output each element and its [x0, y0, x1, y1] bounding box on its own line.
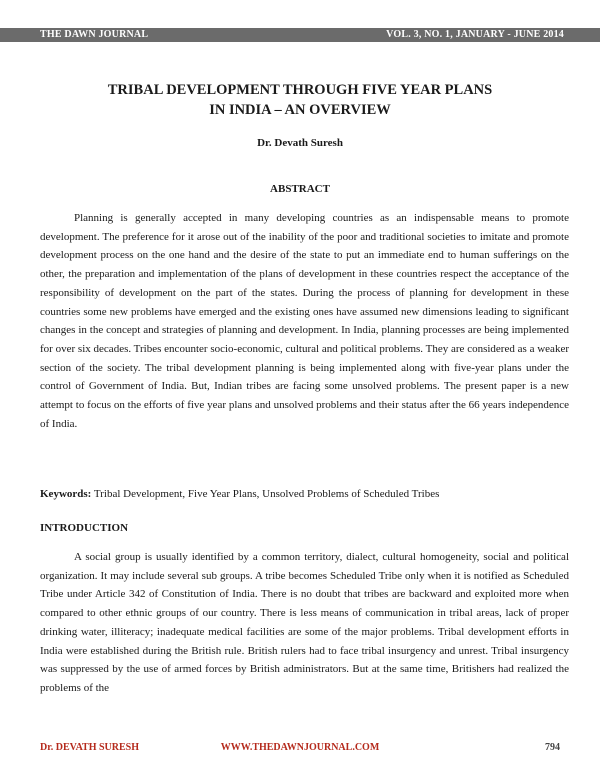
introduction-heading: INTRODUCTION [40, 522, 129, 534]
page-footer [0, 742, 600, 756]
keywords-label: Keywords: [40, 488, 92, 500]
journal-header-bar [0, 28, 600, 42]
keywords-text: Tribal Development, Five Year Plans, Unsolved Problems of Scheduled Tribes [93, 488, 440, 500]
page-number: 794 [545, 742, 560, 753]
footer-website-link[interactable]: WWW.THEDAWNJOURNAL.COM [220, 742, 380, 753]
author-name: Dr. Devath Suresh [257, 137, 343, 149]
paper-title-line-2: IN INDIA – AN OVERVIEW [209, 102, 391, 118]
keywords [40, 485, 569, 504]
abstract-body: Planning is generally accepted in many developing countries as an indispensable means to promote development. The preference for it arose out of the inability of the poor and traditional societies to imitate and promote development process on the one hand and the desire of the state to put an immediate end to human sufferings on the other, the preparation and implementation of the plans of development in these countries respect the acceptance of the responsibility of development on the part of the states. During the process of planning for development in these countries some new problems have emerged and the existing ones have assumed new dimensions leading to significant changes in the concept and strategies of planning and development. In India, planning processes are being implemented for over six decades. Tribes encounter socio-economic, cultural and political problems. They are considered as a weaker section of the society. The tribal development planning is being implemented along with five-year plans under the control of Government of India. But, Indian tribes are facing some unsolved problems. The present paper is a new attempt to focus on the efforts of five year plans and unsolved problems and their status after the 66 years independence of India. [40, 212, 569, 430]
paper-title [0, 80, 600, 120]
paper-title-line-1: TRIBAL DEVELOPMENT THROUGH FIVE YEAR PLANS [107, 82, 493, 98]
issue-info: VOL. 3, NO. 1, JANUARY - JUNE 2014 [386, 29, 564, 40]
journal-name: THE DAWN JOURNAL [40, 29, 149, 40]
introduction-body: A social group is usually identified by a common territory, dialect, cultural homogeneity, social and political organization. It may include several sub groups. A tribe becomes Scheduled Tribe only when it is notified as Scheduled Tribe under Article 342 of Constitution of India. There is no doubt that tribes are backward and exploited more when compared to other ethnic groups of our country. There is less means of communication in tribal areas, lack of proper drinking water, illiteracy; inadequate medical facilities are some of the major problems. Tribal development efforts in India were established during the British rule. British rulers had to face tribal insurgency and unrest. Tribal insurgency was suppressed by the use of armed forces by British administrators. But at the same time, Britishers had realized the problems of the [40, 551, 569, 694]
footer-author: Dr. DEVATH SURESH [40, 742, 140, 753]
abstract-heading: ABSTRACT [270, 183, 330, 195]
